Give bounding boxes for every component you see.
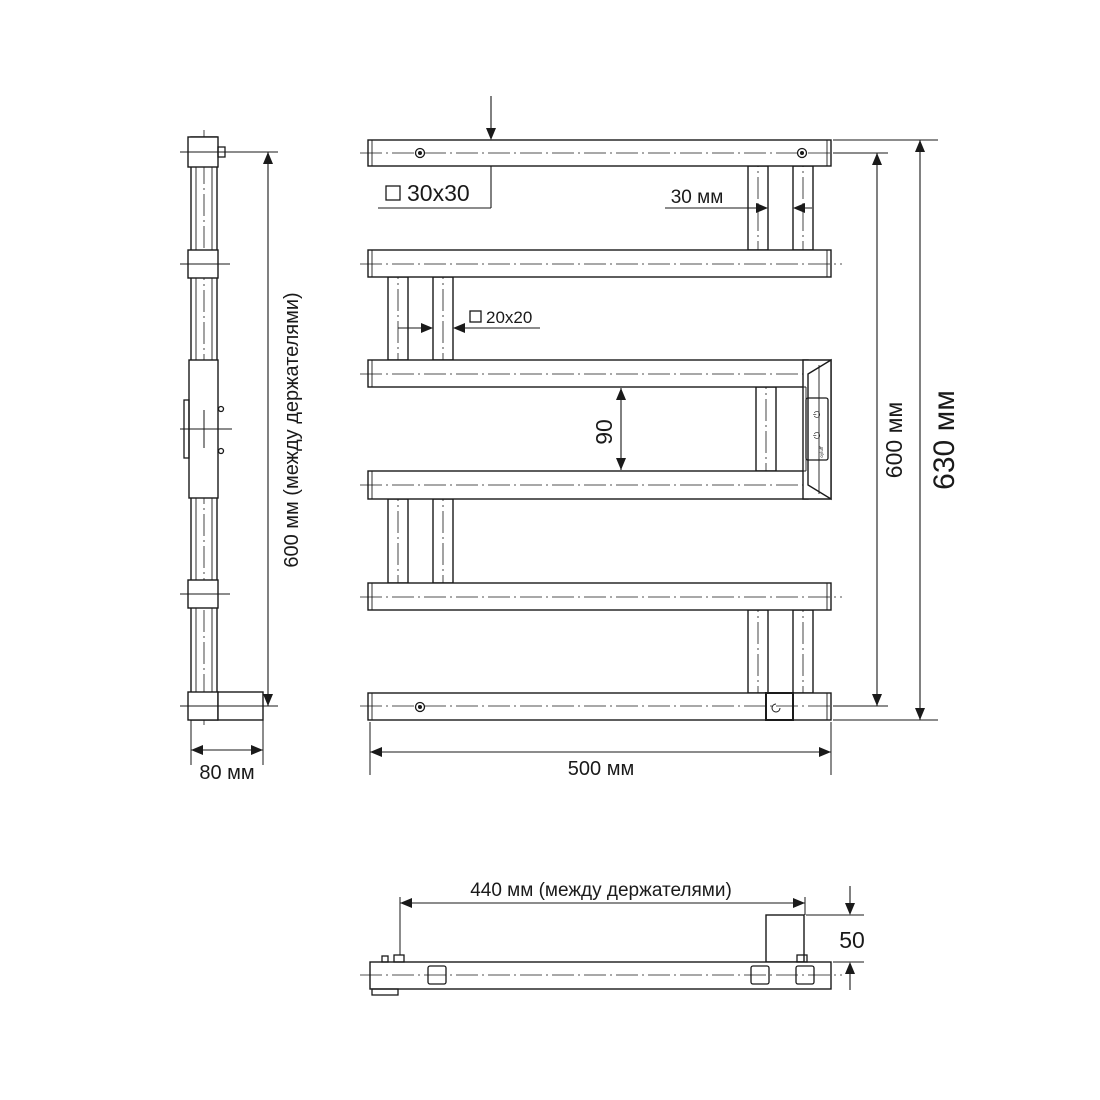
- bar-5: [368, 583, 831, 610]
- bar-2: [368, 250, 831, 277]
- inner-height-dimension: [833, 153, 907, 706]
- spacing-label: 90: [591, 419, 617, 445]
- inner-height-label: 600 мм: [881, 401, 907, 479]
- width-dimension: [370, 722, 831, 780]
- offset-label: 50: [839, 927, 865, 953]
- crossbar-size-callout: [398, 308, 540, 333]
- holder-distance-label: 440 мм (между держателями): [470, 880, 732, 901]
- brand-text: oyluff: [819, 446, 824, 458]
- tube-size-label: 30x30: [407, 180, 470, 206]
- bar-bottom: [368, 693, 831, 720]
- side-depth-label: 80 мм: [199, 762, 255, 784]
- crossbar-size-label: 20x20: [486, 308, 533, 327]
- spacing-dimension: [591, 388, 626, 470]
- top-view: [360, 880, 865, 995]
- gap-label: 30 мм: [670, 187, 724, 208]
- front-view: [360, 96, 961, 780]
- total-height-label: 630 мм: [928, 390, 961, 490]
- side-view: [180, 130, 303, 784]
- gap-dimension: [665, 187, 812, 213]
- width-label: 500 мм: [567, 758, 635, 780]
- bar-3: [368, 360, 808, 387]
- heat-mode-icon: ⏻: [813, 431, 823, 439]
- power-icon: ⏻: [813, 410, 823, 418]
- side-height-label: 600 мм (между держателями): [281, 292, 303, 568]
